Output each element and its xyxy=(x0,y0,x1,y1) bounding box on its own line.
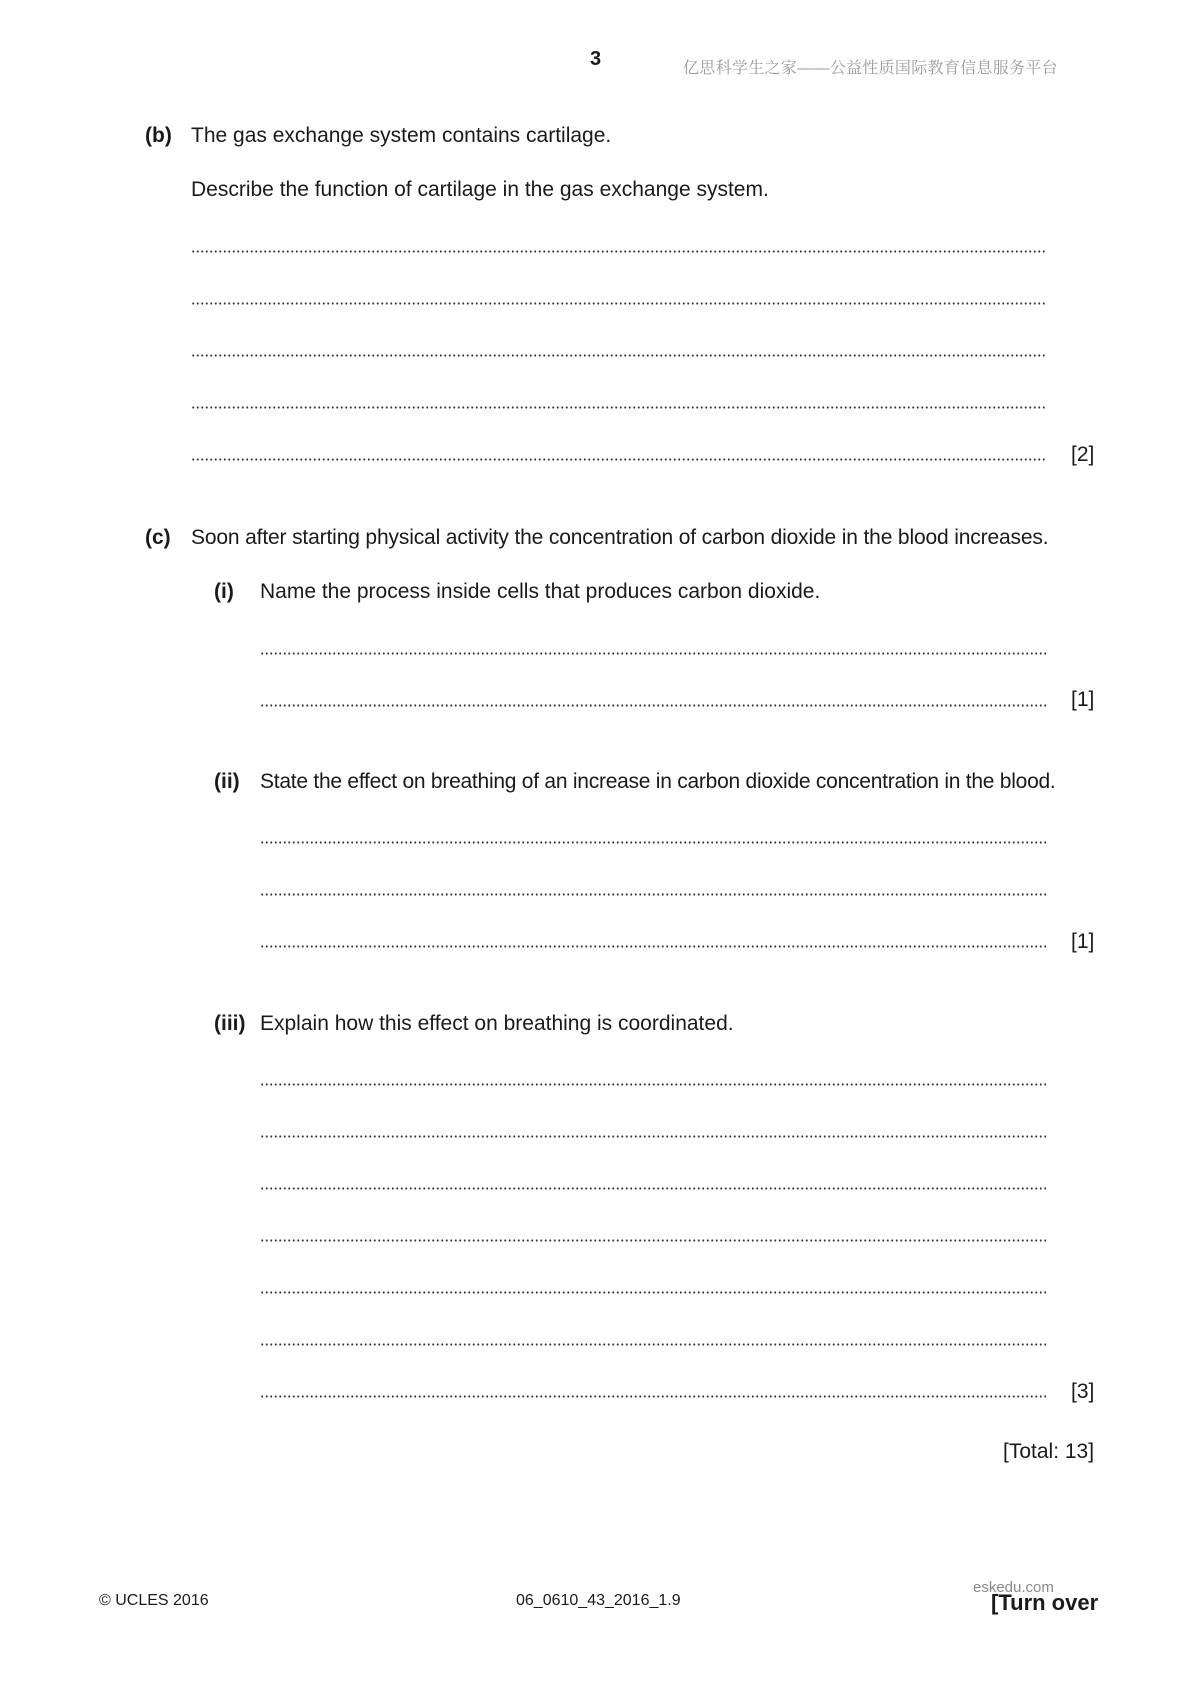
total-marks: [Total: 13] xyxy=(1003,1440,1095,1463)
question-c-i-marks: [1] xyxy=(1071,688,1095,711)
question-c-iii-text: Explain how this effect on breathing is coordinated. xyxy=(260,1012,734,1035)
answer-line[interactable] xyxy=(260,841,1046,844)
answer-line[interactable] xyxy=(191,458,1046,461)
answer-line[interactable] xyxy=(260,1395,1046,1398)
answer-line[interactable] xyxy=(191,354,1046,357)
question-c-ii-text: State the effect on breathing of an increase in carbon dioxide concentration in the blood. xyxy=(260,770,1056,793)
answer-line[interactable] xyxy=(260,652,1046,655)
answer-line[interactable] xyxy=(260,704,1046,707)
answer-line[interactable] xyxy=(260,945,1046,948)
question-c-ii-label: (ii) xyxy=(214,770,240,793)
footer-code: 06_0610_43_2016_1.9 xyxy=(516,1592,681,1609)
answer-line[interactable] xyxy=(191,250,1046,253)
turn-over: [Turn over xyxy=(991,1590,1099,1615)
question-b-label: (b) xyxy=(145,124,172,147)
answer-line[interactable] xyxy=(260,1187,1046,1190)
answer-line[interactable] xyxy=(260,1083,1046,1086)
question-b-statement: The gas exchange system contains cartilage. xyxy=(191,124,612,147)
question-c-i-text: Name the process inside cells that produces carbon dioxide. xyxy=(260,580,821,603)
question-c-iii-label: (iii) xyxy=(214,1012,246,1035)
answer-line[interactable] xyxy=(191,406,1046,409)
answer-line[interactable] xyxy=(260,1291,1046,1294)
question-c-iii-marks: [3] xyxy=(1071,1380,1095,1403)
answer-line[interactable] xyxy=(260,1343,1046,1346)
question-c-statement: Soon after starting physical activity the concentration of carbon dioxide in the blood increases. xyxy=(191,526,1049,549)
footer-copyright: © UCLES 2016 xyxy=(99,1592,209,1609)
question-b-marks: [2] xyxy=(1071,443,1095,466)
footer-watermark: eskedu.com xyxy=(973,1579,1054,1596)
answer-line[interactable] xyxy=(260,1135,1046,1138)
page-number: 3 xyxy=(590,48,602,70)
question-c-label: (c) xyxy=(145,526,171,549)
header-watermark: 亿思科学生之家——公益性质国际教育信息服务平台 xyxy=(683,60,1058,77)
answer-line[interactable] xyxy=(260,893,1046,896)
answer-line[interactable] xyxy=(260,1239,1046,1242)
question-c-ii-marks: [1] xyxy=(1071,930,1095,953)
question-b-prompt: Describe the function of cartilage in the gas exchange system. xyxy=(191,178,769,201)
answer-line[interactable] xyxy=(191,302,1046,305)
question-c-i-label: (i) xyxy=(214,580,234,603)
